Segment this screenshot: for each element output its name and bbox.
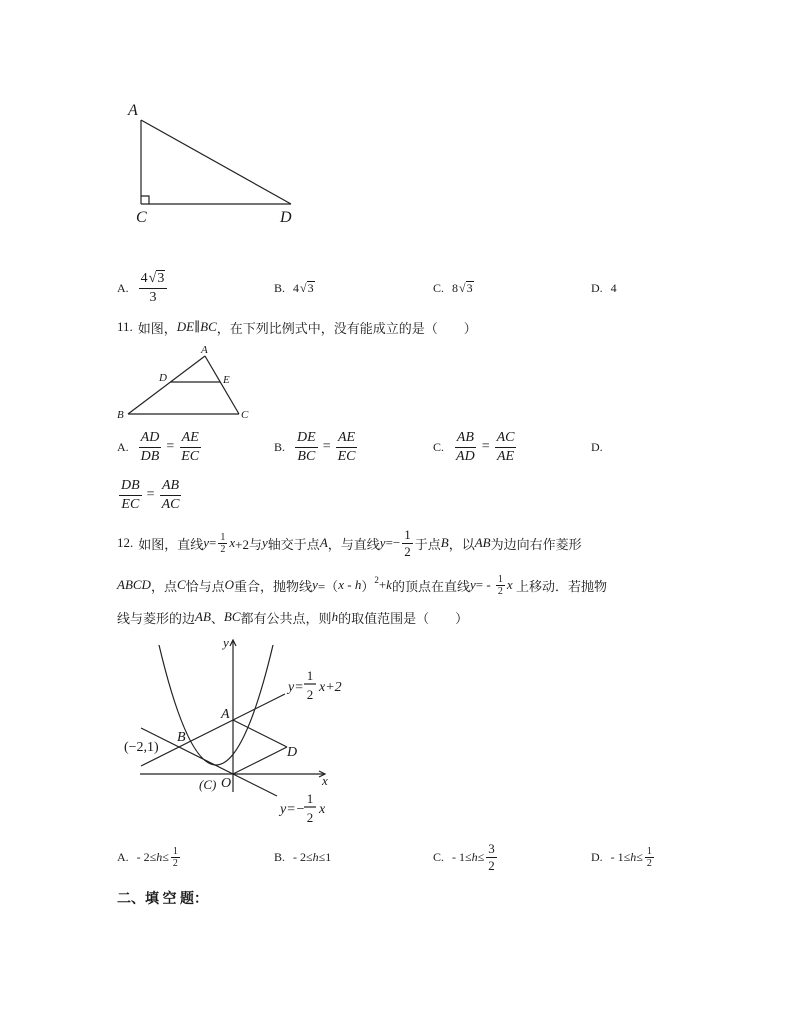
fraction-denominator: 2: [488, 857, 495, 873]
right-angle-mark: [141, 196, 149, 204]
fraction-numerator: 1: [172, 845, 178, 857]
stem-text: 的取值范围是（ ）: [338, 610, 469, 626]
coefficient: 4: [293, 280, 300, 295]
math-variable: h: [312, 849, 319, 864]
fraction: [119, 477, 142, 514]
stem-text: ，点: [150, 578, 177, 594]
line2-label-rhs: x: [319, 802, 326, 817]
fraction-denominator: 3: [149, 289, 157, 305]
fraction-numerator: AB: [455, 429, 476, 448]
stem-text: 如图，: [137, 320, 177, 336]
fraction-denominator: DB: [140, 448, 160, 464]
math-variable: k: [386, 577, 392, 592]
option-letter: D.: [591, 849, 603, 864]
line2-label-lhs: y=−: [280, 802, 306, 817]
line1-label-denominator: 2: [306, 687, 314, 702]
option-letter: B.: [274, 439, 286, 454]
math-variable: AB: [195, 609, 211, 624]
fraction-denominator: 2: [220, 543, 226, 555]
radicand: 3: [307, 280, 314, 295]
math-variable: h: [331, 609, 339, 624]
fraction-denominator: 2: [497, 585, 503, 597]
stem-text: 都有公共点，则: [240, 610, 332, 626]
stem-text: ，与直线: [327, 536, 380, 552]
point-label-d: D: [159, 372, 167, 384]
stem-text: 、: [210, 610, 224, 626]
q10-option-a: [117, 268, 169, 308]
stem-text: 线与菱形的边: [117, 610, 196, 626]
fraction-denominator: AD: [456, 448, 475, 464]
fraction: [645, 846, 654, 869]
math-variable: h: [630, 849, 637, 864]
option-value: 4: [610, 280, 617, 295]
q11-option-d: [591, 428, 611, 466]
q12-option-a: [117, 839, 182, 875]
stem-text: 重合，抛物线: [234, 578, 313, 594]
stem-text: =−: [385, 535, 401, 550]
rhombus-side-ad: [233, 720, 287, 747]
fraction: [402, 527, 413, 560]
stem-text: -: [343, 577, 355, 592]
option-letter: B.: [274, 280, 286, 295]
math-variable: x: [229, 535, 236, 550]
option-letter: D.: [591, 439, 603, 454]
coefficient: 8: [452, 280, 459, 295]
stem-text: 恰与点: [185, 578, 225, 594]
exponent: 2: [374, 575, 379, 585]
fraction-numerator: 1: [220, 531, 226, 543]
math-variable: x: [506, 577, 513, 592]
option-letter: A.: [117, 849, 129, 864]
square-root: [300, 281, 315, 296]
q11-option-c: [433, 428, 518, 466]
q12-option-c: [433, 839, 499, 875]
option-text: ≤: [162, 849, 169, 864]
q12-coordinate-graph: [115, 632, 345, 832]
q12-stem-line-1: [117, 525, 582, 561]
fraction-denominator: EC: [181, 448, 200, 464]
q11-option-b: [274, 428, 359, 466]
section-heading: 二、填 空 题：: [117, 892, 208, 907]
parabola: [159, 645, 273, 765]
fraction: [171, 846, 180, 869]
math-variable: y: [469, 577, 476, 592]
fraction-numerator: 1: [646, 845, 652, 857]
fraction: [336, 429, 358, 466]
math-expression: DE∥BC: [176, 319, 217, 334]
rhombus-side-dc: [233, 747, 287, 774]
option-text: ≤1: [318, 849, 332, 864]
fraction: [486, 841, 497, 874]
math-variable: h: [156, 849, 163, 864]
fraction-numerator: AE: [336, 429, 357, 448]
option-letter: A.: [117, 439, 129, 454]
fraction: [495, 429, 517, 466]
line1-label-rhs: x+2: [319, 680, 342, 695]
math-variable: ABCD: [117, 577, 151, 592]
vertex-label-c: C: [136, 209, 147, 226]
q12-option-d: [591, 839, 656, 875]
fraction: [218, 532, 227, 555]
math-variable: y: [379, 535, 386, 550]
line1-label-numerator: 1: [306, 668, 314, 683]
radicand: 3: [157, 270, 165, 286]
radical-sign: √: [300, 280, 307, 295]
q12-stem-line-3: [117, 607, 468, 627]
side-ab: [128, 356, 205, 414]
stem-text: ）: [361, 578, 375, 594]
coefficient: 4: [140, 270, 148, 286]
point-label-b: B: [177, 730, 186, 745]
q10-right-triangle-figure: [110, 95, 310, 230]
fraction-denominator: EC: [121, 496, 140, 512]
line1-label-lhs: y=: [288, 680, 304, 695]
option-text: - 2≤: [293, 849, 313, 864]
fraction: [295, 429, 318, 466]
stem-text: =: [209, 535, 217, 550]
fraction-numerator: [139, 270, 168, 289]
fraction-denominator: EC: [337, 448, 356, 464]
option-text: ≤: [636, 849, 643, 864]
fraction-numerator: 3: [488, 840, 495, 856]
fraction-denominator: BC: [297, 448, 316, 464]
fraction-denominator: AC: [161, 496, 180, 512]
fraction: [496, 574, 505, 597]
vertex-label-c: C: [241, 409, 249, 421]
stem-text: 上移动．若抛物: [512, 578, 607, 594]
q10-option-b: [274, 278, 315, 298]
equals-sign: =: [322, 439, 331, 454]
axis-label-y: y: [223, 635, 229, 650]
radicand: 3: [466, 280, 473, 295]
line2-label-numerator: 1: [306, 791, 314, 806]
q12-stem-line-2: [117, 571, 607, 599]
vertex-label-d: D: [280, 209, 292, 226]
option-text: - 1≤: [610, 849, 631, 864]
stem-text: ，以: [448, 536, 475, 552]
option-letter: C.: [433, 280, 445, 295]
stem-text: 为边向右作菱形: [490, 536, 582, 552]
stem-text: +2与: [235, 536, 263, 552]
axis-label-x: x: [322, 773, 328, 788]
math-variable: h: [471, 849, 478, 864]
fraction-numerator: AC: [495, 429, 517, 448]
point-label-c: (C): [199, 777, 217, 792]
equals-sign: =: [146, 487, 155, 502]
stem-text: 如图，直线: [138, 536, 204, 552]
fraction-numerator: AD: [139, 429, 162, 448]
fraction-numerator: AB: [160, 477, 181, 496]
point-label-d: D: [287, 745, 298, 760]
stem-text: 轴交于点: [267, 536, 320, 552]
vertex-label-a: A: [201, 344, 208, 356]
stem-text: +: [378, 577, 387, 592]
option-letter: A.: [117, 280, 129, 295]
stem-text: 的顶点在直线: [391, 578, 470, 594]
fraction: [160, 477, 182, 514]
q11-stem: [117, 318, 477, 336]
q11-triangle-figure: [110, 340, 260, 425]
vertex-label-a: A: [128, 102, 138, 119]
question-number: 11.: [117, 319, 133, 334]
stem-text: ，在下列比例式中，没有能成立的是（ ）: [216, 320, 477, 336]
equals-sign: =: [481, 439, 490, 454]
fraction-denominator: 2: [172, 857, 178, 869]
vertex-label-b: B: [117, 409, 124, 421]
math-variable: B: [440, 535, 449, 550]
square-root: [149, 270, 166, 287]
math-variable: AB: [474, 535, 491, 550]
fraction-denominator: 2: [646, 857, 652, 869]
math-variable: A: [319, 535, 328, 550]
radical-sign: √: [459, 280, 466, 295]
math-variable: O: [224, 577, 235, 592]
fraction-numerator: AE: [180, 429, 201, 448]
stem-text: 于点: [414, 536, 441, 552]
option-letter: C.: [433, 849, 445, 864]
radical-sign: √: [148, 270, 157, 286]
origin-label: O: [221, 776, 232, 791]
line2-label-denominator: 2: [306, 810, 314, 825]
math-variable: y: [262, 535, 268, 550]
q10-option-c: [433, 278, 474, 298]
option-letter: D.: [591, 280, 603, 295]
question-number: 12.: [117, 535, 134, 550]
stem-text: =（: [317, 578, 339, 594]
fraction: [139, 270, 168, 307]
math-variable: C: [176, 577, 186, 592]
point-label-e: E: [223, 374, 230, 386]
math-variable: BC: [223, 609, 241, 624]
fraction-numerator: DE: [295, 429, 318, 448]
math-variable: y: [203, 535, 210, 550]
q11-option-a: [117, 428, 203, 466]
side-ac: [205, 356, 239, 414]
option-text: - 1≤: [452, 849, 472, 864]
math-variable: y: [312, 577, 318, 592]
math-variable: x: [338, 577, 344, 592]
fraction-numerator: DB: [119, 477, 142, 496]
fraction-numerator: 1: [404, 526, 411, 542]
option-text: - 2≤: [136, 849, 157, 864]
line-y-half-x-plus-2: [141, 694, 285, 766]
fraction-denominator: 2: [404, 543, 411, 559]
point-label-a: A: [221, 707, 230, 722]
q12-option-b: [274, 839, 331, 875]
option-letter: B.: [274, 849, 286, 864]
q11-option-d-expression: [117, 476, 183, 514]
fraction: [139, 429, 162, 466]
fraction: [179, 429, 201, 466]
point-b-coordinate: (−2,1): [124, 740, 159, 755]
equals-sign: =: [166, 439, 175, 454]
option-text: ≤: [477, 849, 485, 864]
square-root: [459, 281, 474, 296]
fraction: [454, 429, 477, 466]
side-ad: [141, 120, 291, 204]
option-letter: C.: [433, 439, 445, 454]
math-variable: h: [354, 577, 362, 592]
fraction-numerator: 1: [497, 573, 503, 585]
stem-text: = -: [475, 577, 494, 592]
fraction-denominator: AE: [496, 448, 515, 464]
q10-option-d: [591, 278, 617, 298]
